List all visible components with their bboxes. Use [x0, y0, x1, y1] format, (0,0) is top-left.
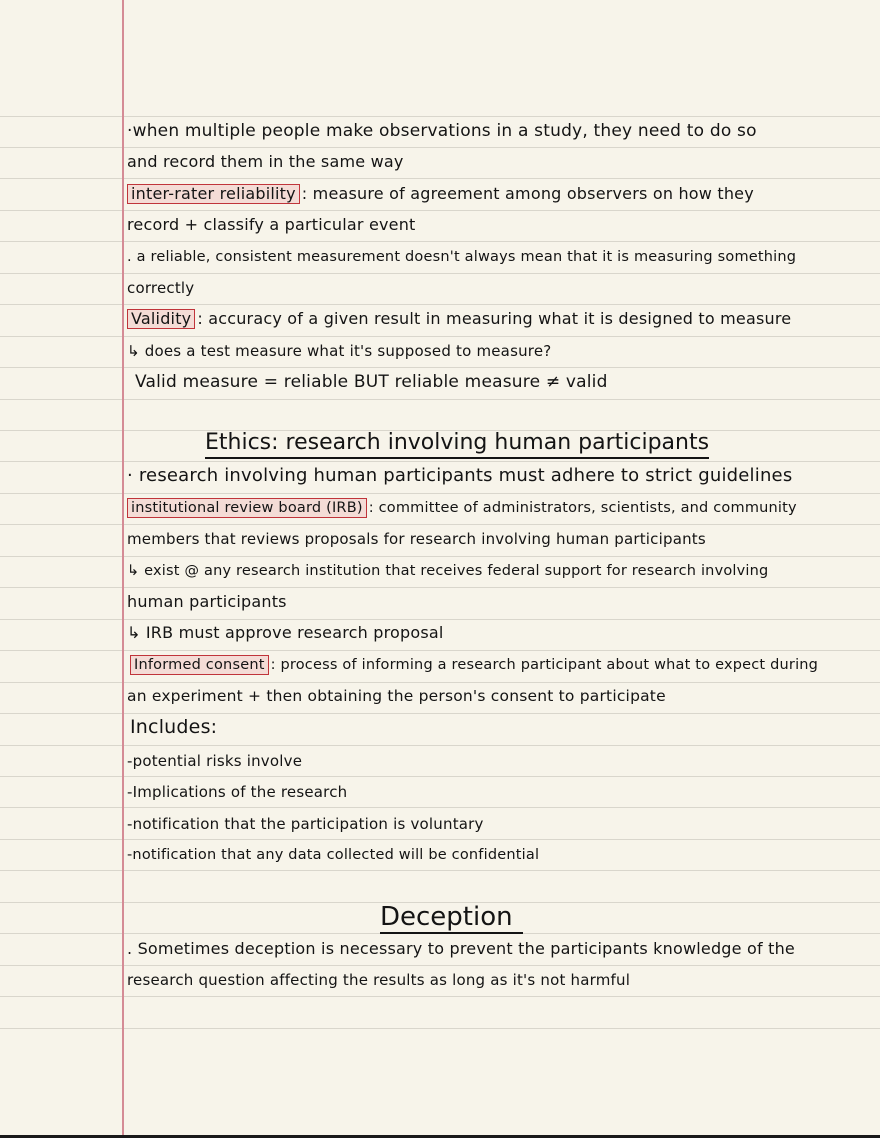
ruled-line: [0, 870, 880, 871]
note-line: ↳ does a test measure what it's supposed to measure?: [127, 342, 552, 360]
definition-row: [127, 183, 754, 205]
definition-row: [127, 497, 797, 519]
ruled-line: [0, 965, 880, 966]
ruled-line: [0, 682, 880, 683]
ruled-line: [0, 807, 880, 808]
ruled-line: [0, 556, 880, 557]
note-line: ↳ IRB must approve research proposal: [127, 623, 444, 642]
ruled-line: [0, 619, 880, 620]
definition-text: : accuracy of a given result in measuring what it is designed to measure: [197, 309, 792, 328]
ruled-line: [0, 241, 880, 242]
section-heading-deception: Deception: [380, 903, 523, 934]
definition-text: : committee of administrators, scientists, and community: [368, 500, 797, 516]
note-line: record + classify a particular event: [127, 215, 416, 234]
note-line: an experiment + then obtaining the person's consent to participate: [127, 687, 666, 705]
list-item: -notification that any data collected will be confidential: [127, 847, 540, 863]
ruled-line: [0, 116, 880, 117]
margin-line: [122, 0, 124, 1138]
definition-row: [127, 654, 818, 676]
ruled-line: [0, 461, 880, 462]
definition-text: : process of informing a research participant about what to expect during: [270, 657, 819, 673]
definition-row: [127, 308, 791, 330]
note-line: . a reliable, consistent measurement doesn't always mean that it is measuring something: [127, 249, 797, 265]
ruled-line: [0, 367, 880, 368]
note-line: . Sometimes deception is necessary to prevent the participants knowledge of the: [127, 939, 795, 958]
ruled-line: [0, 587, 880, 588]
section-heading-ethics: Ethics: research involving human participants: [205, 430, 709, 459]
ruled-line: [0, 713, 880, 714]
ruled-line: [0, 650, 880, 651]
ruled-line: [0, 336, 880, 337]
ruled-line: [0, 399, 880, 400]
term-highlight: Validity: [127, 309, 195, 329]
note-line: Valid measure = reliable BUT reliable measure ≠ valid: [135, 372, 608, 392]
note-line: ·when multiple people make observations in a study, they need to do so: [127, 121, 757, 141]
term-highlight: inter-rater reliability: [127, 184, 300, 204]
note-line: · research involving human participants must adhere to strict guidelines: [127, 465, 793, 486]
includes-label: Includes:: [130, 716, 218, 738]
note-line: correctly: [127, 279, 195, 297]
ruled-line: [0, 273, 880, 274]
ruled-line: [0, 776, 880, 777]
term-highlight: institutional review board (IRB): [127, 498, 367, 518]
list-item: -potential risks involve: [127, 752, 303, 770]
ruled-line: [0, 147, 880, 148]
ruled-line: [0, 304, 880, 305]
list-item: -notification that the participation is voluntary: [127, 815, 484, 833]
definition-text: : measure of agreement among observers on how they: [301, 184, 754, 203]
ruled-line: [0, 493, 880, 494]
note-line: research question affecting the results as long as it's not harmful: [127, 971, 631, 989]
list-item: -Implications of the research: [127, 783, 348, 801]
ruled-line: [0, 1028, 880, 1029]
ruled-line: [0, 996, 880, 997]
ruled-line: [0, 745, 880, 746]
note-line: and record them in the same way: [127, 152, 404, 171]
ruled-line: [0, 524, 880, 525]
term-highlight: Informed consent: [130, 655, 269, 675]
note-line: members that reviews proposals for research involving human participants: [127, 530, 706, 548]
note-line: ↳ exist @ any research institution that receives federal support for research involving: [127, 563, 769, 579]
ruled-line: [0, 839, 880, 840]
ruled-line: [0, 178, 880, 179]
ruled-line: [0, 210, 880, 211]
note-line: human participants: [127, 592, 287, 611]
